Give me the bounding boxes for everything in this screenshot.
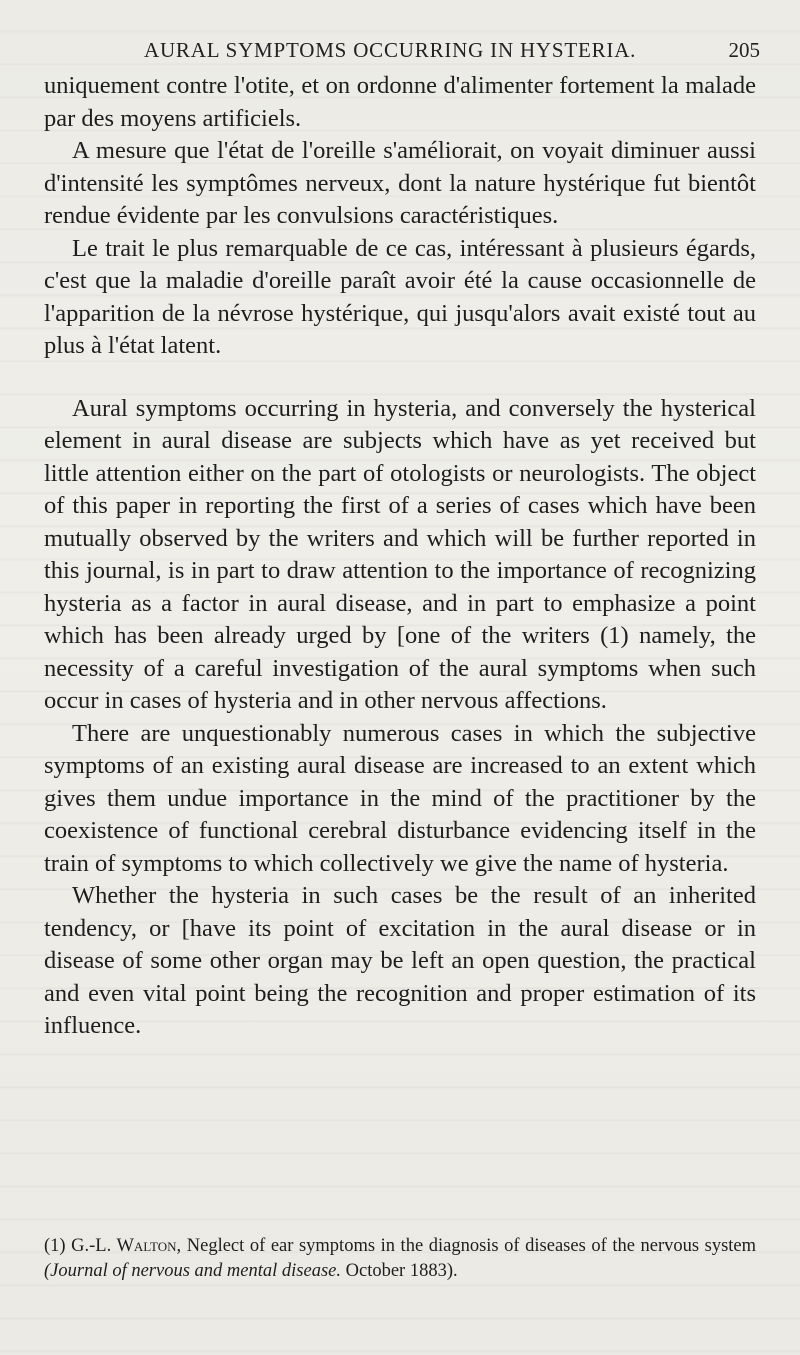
body-text [44,70,756,1043]
paragraph: There are unquestionably numerous cases in which the subjective symptoms of an existing aural disease are increased to an extent which gives them undue importance in the mind of the practitioner by the coexistence of functional cerebral disturbance evidencing itself in the train of symptoms to which collectively we give the name of hysteria. [44,719,756,877]
footnote-author: G.-L. Walton, [71,1236,182,1256]
paragraph-continuation: uniquement contre l'otite, et on ordonne d'alimenter fortement la malade par des moyens artificiels. [44,72,756,132]
footnote [44,1234,756,1284]
footnote-text: Neglect of ear symptoms in the diagnosis of diseases of the nervous system [186,1236,757,1256]
paragraph: Aural symptoms occurring in hysteria, and conversely the hysterical element in aural disease are subjects which have as yet received but little attention either on the part of otologists or neurologists. The object of this paper in reporting the first of a series of cases which have been mutually observed by the writers and which will be further reported in this journal, is in part to draw attention to the importance of recognizing hysteria as a factor in aural disease, and in part to emphasize a point which has been already urged by [one of the writers (1) namely, the necessity of a careful investigation of the aural symptoms when such occur in cases of hysteria and in other nervous affections. [44,394,756,714]
running-title: AURAL SYMPTOMS OCCURRING IN HYSTERIA. [144,38,637,62]
footnote-marker: (1) [44,1236,66,1256]
footnote-journal: (Journal of nervous and mental disease. [44,1261,341,1281]
paragraph: Le trait le plus remarquable de ce cas, intéressant à plusieurs égards, c'est que la maladie d'oreille paraît avoir été la cause occasionnelle de l'apparition de la névrose hystérique, qui jusqu'alors avait existé tout au plus à l'état latent. [44,234,756,359]
paragraph: A mesure que l'état de l'oreille s'améliorait, on voyait diminuer aussi d'intensité les symptômes nerveux, dont la nature hystérique fut bientôt rendue évidente par les convulsions caractéristiques. [44,137,756,229]
footnote-date: October 1883). [345,1261,458,1281]
page-number: 205 [728,38,760,62]
page-header [44,38,760,68]
section-gap [44,363,756,393]
paragraph: Whether the hysteria in such cases be the result of an inherited tendency, or [have its point of excitation in the aural disease or in disease of some other organ may be left an open question, the practical and even vital point being the recognition and proper estimation of its influence. [44,882,756,1039]
